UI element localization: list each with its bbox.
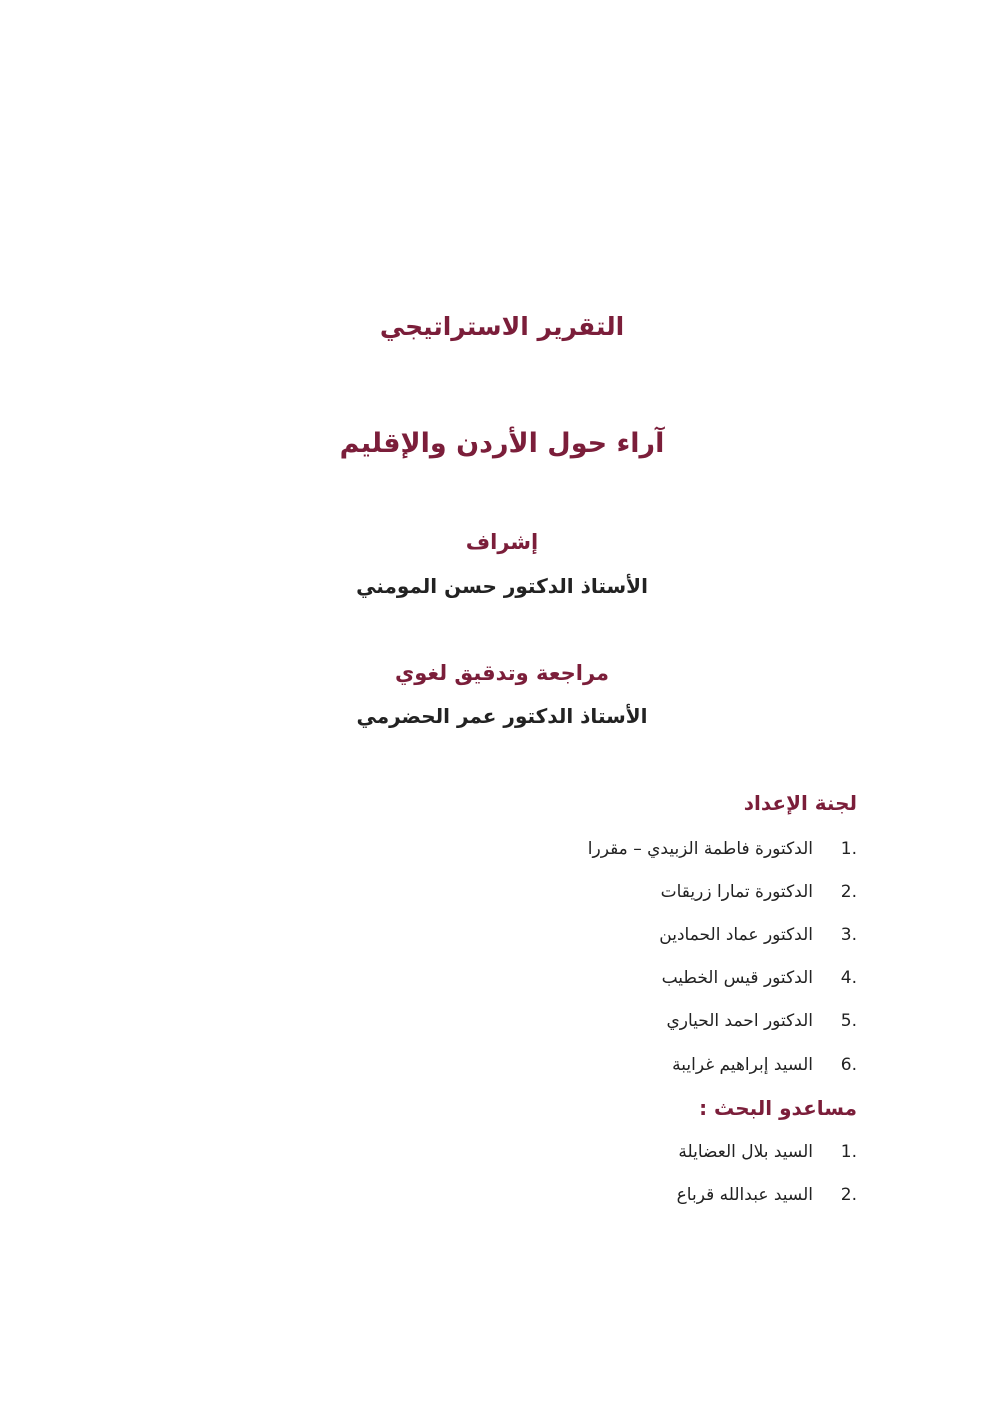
- item-number: 4.: [840, 968, 857, 988]
- item-number: 5.: [840, 1011, 857, 1031]
- list-item: [661, 877, 857, 907]
- item-number: 1.: [840, 839, 857, 859]
- member-name: الدكتورة تمارا زريقات: [660, 882, 813, 902]
- assistant-name: السيد بلال العضايلة: [678, 1142, 813, 1162]
- list-item: [659, 920, 857, 950]
- member-name: السيد إبراهيم غرايبة: [672, 1055, 813, 1075]
- item-number: 3.: [840, 925, 857, 945]
- report-subtitle: آراء حول الأردن والإقليم: [339, 428, 665, 459]
- assistant-name: السيد عبدالله قرباع: [676, 1185, 813, 1205]
- list-item: [678, 1137, 857, 1167]
- item-number: 1.: [840, 1142, 857, 1162]
- member-name: الدكتور عماد الحمادين: [659, 925, 813, 945]
- committee-heading: لجنة الإعداد: [743, 791, 857, 815]
- member-name: الدكتورة فاطمة الزبيدي – مقررا: [587, 839, 813, 859]
- list-item: [588, 834, 857, 864]
- list-item: [672, 1050, 857, 1080]
- reviewer-name: الأستاذ الدكتور عمر الحضرمي: [356, 704, 648, 728]
- review-label: مراجعة وتدقيق لغوي: [394, 661, 610, 685]
- item-number: 6.: [840, 1055, 857, 1075]
- member-name: الدكتور قيس الخطيب: [661, 968, 813, 988]
- list-item: [662, 963, 857, 993]
- supervision-label: إشراف: [465, 530, 539, 554]
- list-item: [666, 1006, 857, 1036]
- item-number: 2.: [840, 1185, 857, 1205]
- item-number: 2.: [840, 882, 857, 902]
- report-title: التقرير الاستراتيجي: [379, 312, 625, 341]
- list-item: [677, 1180, 857, 1210]
- supervisor-name: الأستاذ الدكتور حسن المومني: [356, 574, 648, 598]
- research-assistants-heading: مساعدو البحث :: [699, 1096, 857, 1120]
- member-name: الدكتور احمد الحياري: [666, 1011, 813, 1031]
